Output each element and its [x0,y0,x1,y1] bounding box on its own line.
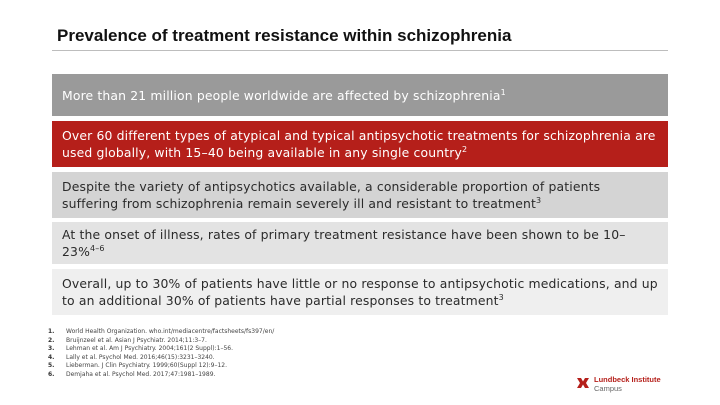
slide-title: Prevalence of treatment resistance within schizophrenia [57,26,512,45]
reference-item: 4. Lally et al. Psychol Med. 2016;46(15):3231–3240. [48,353,215,361]
point-box-4 [52,222,668,264]
lundbeck-logo [576,375,661,393]
point-ref-1: 1 [500,87,506,97]
point-text-1: More than 21 million people worldwide are affected by schizophrenia$^1$ [62,87,506,103]
reference-item: 3. Lehman et al. Am J Psychiatry. 2004;161(2 Suppl):1–56. [48,345,233,353]
point-box-2 [52,121,668,167]
point-box-3 [52,172,668,218]
point-box-1 [52,74,668,116]
point-ref-4: 4–6 [90,243,105,253]
point-ref-5: 3 [498,292,504,302]
point-text-4: At the onset of illness, rates of primary treatment resistance have been shown to be 10–23%$^{4-6}$ [62,227,626,259]
logo-subtitle: Campus [594,384,622,393]
title-divider [52,50,668,51]
reference-item: 5. Lieberman. J Clin Psychiatry. 1999;60(Suppl 12):9–12. [48,362,228,370]
lundbeck-logo-icon [576,376,590,390]
reference-item: 6. Demjaha et al. Psychol Med. 2017;47:1981–1989. [48,370,216,378]
references-list [48,328,274,380]
point-ref-3: 3 [536,195,542,205]
point-text-5: Overall, up to 30% of patients have little or no response to antipsychotic medications, and up to an additional 30% of patients have partial responses to treatment$^3$ [62,276,658,308]
point-text-2: Over 60 different types of atypical and typical antipsychotic treatments for schizophrenia are used globally, with 15–40 being available in any single country$^2$ [62,128,656,160]
logo-name: Lundbeck Institute [594,375,661,384]
point-ref-2: 2 [461,144,468,154]
reference-item: 1. World Health Organization. who.int/mediacentre/factsheets/fs397/en/ [48,328,275,335]
point-box-5 [52,269,668,315]
reference-item: 2. Bruijnzeel et al. Asian J Psychiatr. 2014;11:3–7. [48,336,207,344]
point-text-3: Despite the variety of antipsychotics available, a considerable proportion of patients suffering from schizophrenia remain severely ill and resistant to treatment$^3$ [62,179,601,211]
